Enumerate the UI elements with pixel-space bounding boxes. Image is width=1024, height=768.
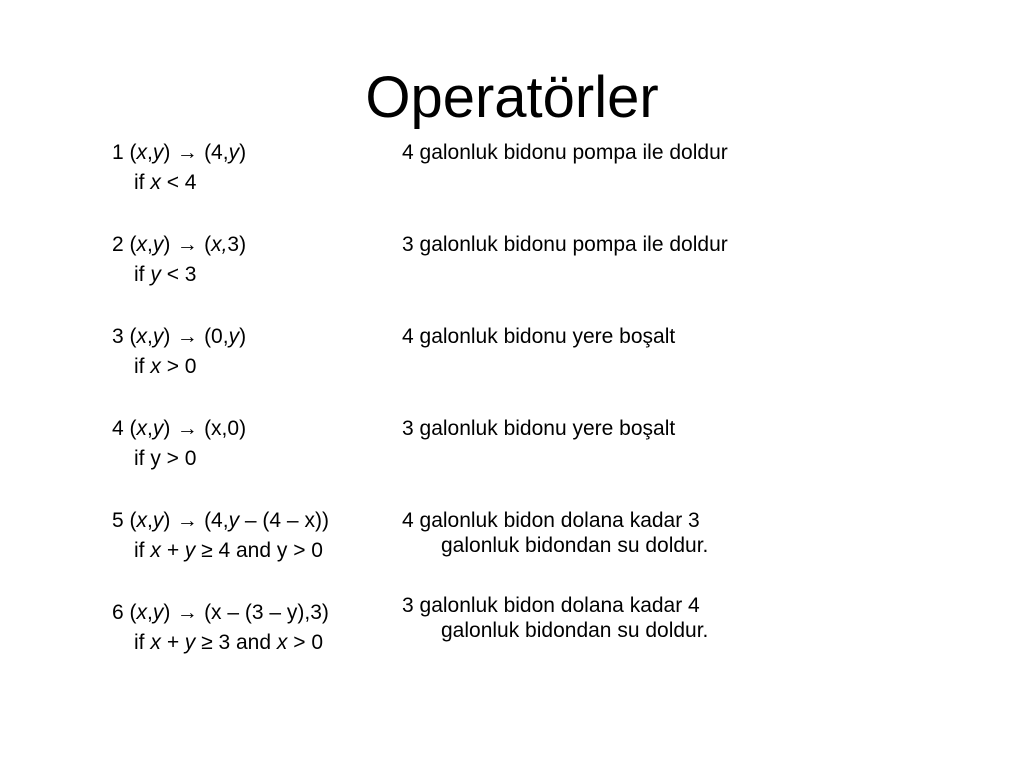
paren: ) [163, 325, 171, 348]
var-y: y [152, 233, 164, 256]
if-keyword: if [134, 171, 145, 194]
condition-rest: ≥ 4 and y > 0 [201, 539, 323, 562]
operator-rule [112, 324, 246, 350]
paren: ( [129, 325, 137, 348]
rule-result: (x,0) [204, 417, 247, 440]
var: x, [211, 233, 228, 256]
paren: ) [163, 417, 171, 440]
var: y [228, 325, 240, 348]
rule-result: (0, [204, 325, 229, 348]
var: y [150, 263, 161, 286]
operator-number: 5 [112, 509, 124, 532]
rule-result-end: – (4 – x)) [239, 509, 329, 532]
paren: ) [163, 509, 171, 532]
comma: , [147, 509, 153, 532]
slide-title: Operatörler [365, 65, 659, 130]
paren: ( [129, 417, 137, 440]
var-x: x [136, 601, 148, 624]
arrow-right-icon: → [176, 509, 198, 532]
comma: , [147, 233, 153, 256]
rule-result-end: 3) [227, 233, 247, 256]
paren: ) [163, 141, 171, 164]
rule-result: (4, [204, 141, 229, 164]
operator-rule [112, 416, 246, 442]
arrow-right-icon: → [176, 601, 198, 624]
rule-result: (x – (3 – y),3) [204, 601, 329, 624]
condition-text: if y > 0 [134, 447, 197, 470]
paren: ( [129, 233, 137, 256]
condition-rest: < 4 [166, 171, 197, 194]
operator-number: 2 [112, 233, 124, 256]
operator-condition [134, 446, 196, 472]
comma: , [147, 417, 153, 440]
if-keyword: if [134, 355, 145, 378]
operator-number: 1 [112, 141, 124, 164]
arrow-right-icon: → [176, 417, 198, 440]
comma: , [147, 141, 153, 164]
rule-result: ( [204, 233, 212, 256]
condition-rest: ≥ 3 and [201, 631, 272, 654]
paren: ) [163, 233, 171, 256]
operator-description: 3 galonluk bidonu yere boşalt [402, 417, 676, 440]
condition-rest: > 0 [293, 631, 324, 654]
var: x [150, 355, 161, 378]
operator-number: 4 [112, 417, 124, 440]
operator-rule [112, 508, 329, 534]
arrow-right-icon: → [176, 325, 198, 348]
operator-description-line-2: galonluk bidondan su doldur. [441, 619, 709, 642]
var-x: x [136, 325, 148, 348]
arrow-right-icon: → [176, 233, 198, 256]
operator-description: 3 galonluk bidonu pompa ile doldur [402, 233, 728, 256]
var-y: y [152, 141, 164, 164]
var: x [150, 171, 161, 194]
condition-rest: > 0 [166, 355, 197, 378]
var: x + y [150, 539, 196, 562]
var: y [228, 509, 240, 532]
rule-result-end: ) [239, 325, 247, 348]
var-y: y [152, 601, 164, 624]
operator-rule [112, 232, 246, 258]
condition-rest: < 3 [166, 263, 197, 286]
rule-result: (4, [204, 509, 229, 532]
var: x + y [150, 631, 196, 654]
if-keyword: if [134, 263, 145, 286]
operator-condition [134, 630, 323, 656]
paren: ( [129, 601, 137, 624]
rule-result-end: ) [239, 141, 247, 164]
var-x: x [136, 509, 148, 532]
var-y: y [152, 417, 164, 440]
comma: , [147, 325, 153, 348]
operator-condition [134, 354, 196, 380]
paren: ) [163, 601, 171, 624]
operator-number: 3 [112, 325, 124, 348]
operator-condition [134, 170, 196, 196]
paren: ( [129, 141, 137, 164]
operator-rule [112, 140, 246, 166]
var-x: x [136, 233, 148, 256]
var-x: x [136, 417, 148, 440]
var: x [276, 631, 288, 654]
var: y [228, 141, 240, 164]
operator-description-line-2: galonluk bidondan su doldur. [441, 534, 709, 557]
arrow-right-icon: → [176, 141, 198, 164]
operator-rule [112, 600, 329, 626]
if-keyword: if [134, 631, 145, 654]
var-x: x [136, 141, 148, 164]
var-y: y [152, 325, 164, 348]
operator-condition [134, 262, 196, 288]
paren: ( [129, 509, 137, 532]
operator-number: 6 [112, 601, 124, 624]
operator-description-line-1: 3 galonluk bidon dolana kadar 4 [402, 594, 700, 617]
operator-description: 4 galonluk bidonu pompa ile doldur [402, 141, 728, 164]
operator-description: 4 galonluk bidonu yere boşalt [402, 325, 676, 348]
if-keyword: if [134, 539, 145, 562]
operator-condition [134, 538, 323, 564]
comma: , [147, 601, 153, 624]
var-y: y [152, 509, 164, 532]
operator-description-line-1: 4 galonluk bidon dolana kadar 3 [402, 509, 700, 532]
